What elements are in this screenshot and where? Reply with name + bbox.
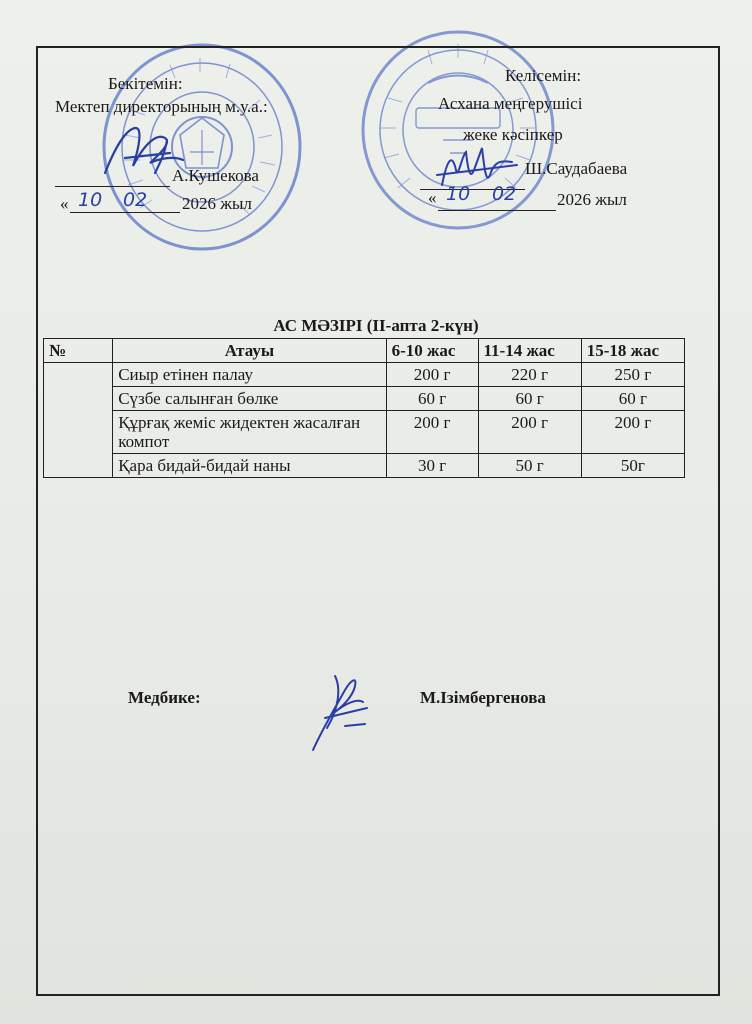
agree-date-open: «: [428, 188, 437, 207]
agree-heading: Келісемін:: [505, 66, 582, 85]
dish-name: Қара бидай-бидай наны: [113, 454, 386, 478]
portion-11-14: 50 г: [478, 454, 581, 478]
approve-position: Мектеп директорының м.у.а.:: [55, 97, 268, 116]
portion-6-10: 30 г: [386, 454, 478, 478]
dish-name: Сиыр етінен палау: [113, 363, 386, 387]
portion-15-18: 50г: [581, 454, 684, 478]
portion-11-14: 200 г: [478, 411, 581, 454]
agree-position-line2: жеке кәсіпкер: [463, 125, 563, 144]
nurse-signature: [305, 668, 375, 758]
agree-date-month: 02: [492, 183, 517, 205]
menu-title: АС МӘЗІРІ (II-апта 2-күн): [273, 316, 479, 335]
dish-name: Құрғақ жеміс жидектен жасалған компот: [113, 411, 386, 454]
kitchen-head-signature: [432, 140, 522, 200]
nurse-label: Медбике:: [128, 688, 201, 707]
table-row: [44, 411, 685, 454]
approve-date-month: 02: [123, 189, 148, 211]
agree-name: Ш.Саудабаева: [525, 159, 628, 178]
row-number: [44, 363, 113, 478]
header-age-15-18: 15-18 жас: [581, 339, 684, 363]
approve-heading: Бекітемін:: [108, 74, 183, 93]
portion-11-14: 220 г: [478, 363, 581, 387]
portion-15-18: 250 г: [581, 363, 684, 387]
approve-date-year: 2026 жыл: [182, 194, 252, 213]
table-row: [44, 363, 685, 387]
approve-date-day: 10: [78, 189, 103, 211]
portion-15-18: 200 г: [581, 411, 684, 454]
agree-position-line1: Асхана меңгерушісі: [438, 94, 583, 113]
portion-6-10: 60 г: [386, 387, 478, 411]
director-signature: [95, 118, 195, 188]
header-number: №: [44, 339, 113, 363]
table-row: [44, 454, 685, 478]
header-age-11-14: 11-14 жас: [478, 339, 581, 363]
portion-11-14: 60 г: [478, 387, 581, 411]
portion-6-10: 200 г: [386, 411, 478, 454]
header-name: Атауы: [113, 339, 386, 363]
approve-date-open: «: [60, 194, 69, 213]
table-row: [44, 387, 685, 411]
header-age-6-10: 6-10 жас: [386, 339, 478, 363]
agree-date-year: 2026 жыл: [557, 190, 627, 209]
menu-table: [43, 338, 685, 478]
table-header-row: [44, 339, 685, 363]
approve-name: А.Кушекова: [172, 166, 259, 185]
agree-date-day: 10: [446, 183, 471, 205]
dish-name: Сүзбе салынған бөлке: [113, 387, 386, 411]
nurse-name: М.Ізімбергенова: [420, 688, 546, 707]
portion-15-18: 60 г: [581, 387, 684, 411]
portion-6-10: 200 г: [386, 363, 478, 387]
